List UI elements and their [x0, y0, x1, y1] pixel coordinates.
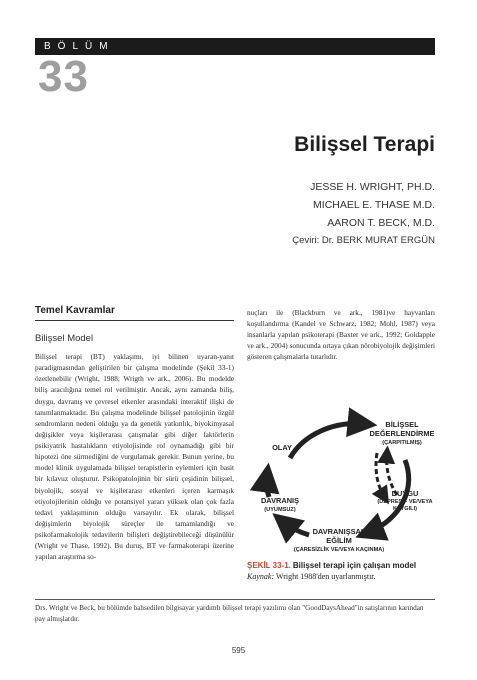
- node-behavior-label: DAVRANIŞ: [260, 496, 300, 505]
- node-event-label: OLAY: [272, 443, 292, 452]
- node-appraisal-label: BİLİŞSEL: [385, 420, 419, 429]
- page-title: Bilişsel Terapi: [294, 133, 435, 156]
- node-emotion-sublabel: (DEPRESİF VE/VEYA: [377, 499, 433, 505]
- figure-source: [247, 571, 437, 582]
- author-name: MICHAEL E. THASE M.D.: [313, 199, 435, 211]
- node-appraisal-label: DEĞERLENDİRME: [369, 429, 435, 438]
- node-tendency-label: EĞİLİM: [326, 536, 352, 545]
- footnote-divider: [35, 599, 435, 600]
- author-name: JESSE H. WRIGHT, PH.D.: [310, 181, 435, 193]
- figure-number: ŞEKİL 33-1.: [247, 561, 291, 570]
- node-behavior-sublabel: (UYUMSUZ): [264, 507, 296, 513]
- node-tendency-label: DAVRANIŞSAL: [312, 527, 366, 536]
- figure-source-label: Kaynak:: [247, 572, 275, 581]
- chapter-label: BÖLÜM: [44, 41, 115, 52]
- author-list: [292, 178, 435, 250]
- node-emotion-sublabel: KAYGILI): [392, 506, 418, 512]
- translator-credit: Çeviri: Dr. BERK MURAT ERGÜN: [292, 235, 435, 246]
- footnote: Drs. Wright ve Beck, bu bölümde bahsedilen bilgisayar yardımlı bilişsel terapi yazılımı olan "GoodDaysAhead"in satışlarının karından pay almışlardır.: [35, 604, 424, 623]
- cycle-arrow-behavior-to-event: [267, 475, 269, 497]
- figure-caption: [247, 560, 437, 582]
- chapter-label-bar: [35, 38, 435, 55]
- node-appraisal-sublabel: (ÇARPITILMIŞ): [382, 440, 422, 446]
- cycle-arrow-event-to-appraisal: [290, 424, 365, 458]
- section-divider: [35, 320, 234, 321]
- cognitive-model-diagram: [247, 405, 437, 560]
- author-name: AARON T. BECK, M.D.: [327, 217, 435, 229]
- figure-source-text: Wright 1988'den uyarlanmıştır.: [275, 572, 376, 581]
- figure-title: Bilişsel terapi için çalışan model: [292, 561, 417, 570]
- cycle-arrow-tendency-to-behavior: [282, 521, 309, 535]
- node-emotion-label: DUYGU: [391, 489, 419, 498]
- page-number: 595: [231, 646, 246, 655]
- chapter-number: 33: [38, 52, 89, 101]
- subsection-heading: Bilişsel Model: [35, 333, 94, 344]
- node-tendency-sublabel: (ÇARESİZLİK VE/VEYA KAÇINMA): [293, 547, 385, 553]
- feedback-arrow-emotion: [376, 453, 385, 498]
- body-text-right-column: nuçları ile (Blackburn ve ark., 1981)ve hayvanları koşullandırma (Kandel ve Schwarz, 1982; Mohl, 1987) veya insanlarla yapılan psikoterapi (Baxter ve ark., 1992; Goldapple ve ark., 2004) sonucunda ortaya çıkan nörobiyolojik değişimleri gösteren çalışmalarla tutarlıdır.: [247, 308, 435, 361]
- section-heading: Temel Kavramlar: [35, 305, 115, 316]
- body-text-left-column: Bilişsel terapi (BT) yaklaşımı, iyi bilinen uyaran-yanıt paradigmasından geliştirilen bir çalışma modelinde (Şekil 33-1) özetlenebilir (Wright, 1988; Wrigth ve ark., 2006). Bu modelde biliş aracılığına temel rol verilmiştir. Ancak, aynı zamanda biliş, duygu, davranış ve çevresel etkenler arasındaki interaktif ilişki de tanımlanmaktadır. Bu çalışma modelinde bilişsel patolojinin özgül sendromların nedeni olduğu ya da genetik yatkınlık, biyokimyasal değişikler veya kişilerarası çatışmalar gibi diğer faktörlerin psikiyatrik hastalıkların etiyolojisinde rol oynamadığı gibi bir hipotezi öne sürmediğini de vurgulamak gerekir. Bunun yerine, bu model klinik uygulamada bilişsel terapistlerin eylemleri için basit bir kılavuz oluşturur. Psikopatolojinin bir sürü çeşidinin bilişsel, biyolojik, sosyal ve kişilerarası etkenleri içeren karmaşık etiyolojilerinin olduğu ve potansiyel yararı yüksek olan çok fazla tedavi yaklaşımının olduğu varsayılır. Ek olarak, bilişsel değişimlerin biyolojik süreçler ile tamamlandığı ve psikofarmakolojik tedavilerin bilişleri değiştirebileceği düşünülür (Wright ve Thase, 1992). Bu duruş, BT ve farmakoterapi üzerine yapılan araştırma so-: [35, 352, 234, 562]
